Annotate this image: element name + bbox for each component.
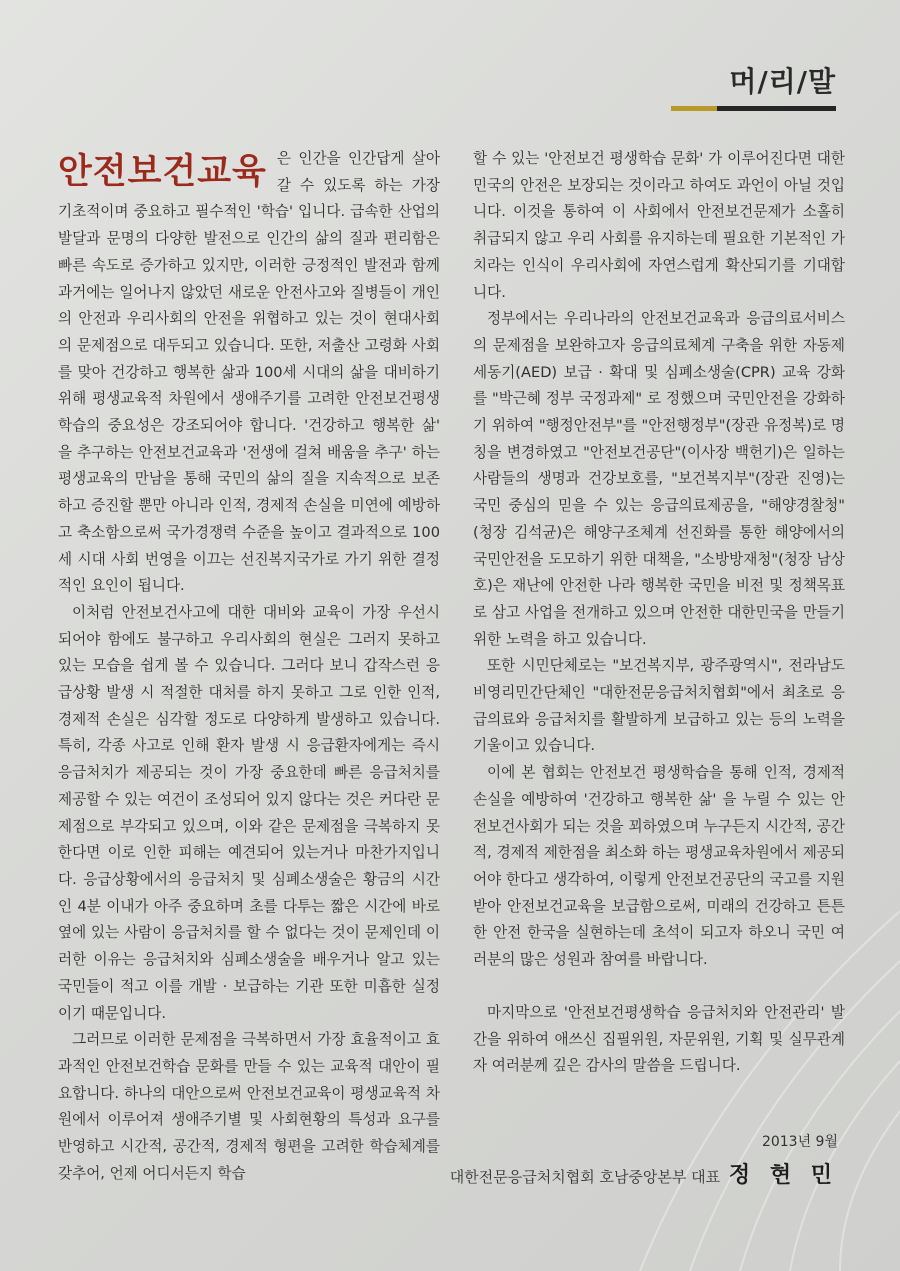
organization-name: 대한전문응급처치협회 호남중앙본부 대표 [449,1168,721,1186]
paragraph-text: 은 인간을 인간답게 살아갈 수 있도록 하는 가장 기초적이며 중요하고 필수적인 '학습' 입니다. 급속한 산업의 발달과 문명의 다양한 발전으로 인간의 삶의 질과 편리함은 빠른 속도로 증가하고 있지만, 이러한 긍정적인 발전과 함께 과거에는 일어나지 않았던 새로운 안전사고와 질병들이 개인의 안전과 우리사회의 안전을 위협하고 있는 것이 현대사회의 문제점으로 대두되고 있습니다. 또한, 저출산 고령화 사회를 맞아 건강하고 행복한 삶과 100세 시대의 삶을 대비하기 위해 평생교육적 차원에서 생애주기를 고려한 안전보건평생학습의 중요성은 강조되어야 합니다. '건강하고 행복한 삶' 을 추구하는 안전보건교육과 '전생에 걸쳐 배움을 추구' 하는 평생교육의 만남을 통해 국민의 삶의 질을 지속적으로 보존하고 증진할 뿐만 아니라 인적, 경제적 손실을 미연에 예방하고 축소함으로써 국가경쟁력 수준을 높이고 결과적으로 100세 시대 사회 번영을 이끄는 선진복지국가로 가기 위한 결정적인 요인이 됩니다. [58,150,440,595]
title-underline-bar [671,106,836,111]
section-title: 머/리/말 [729,65,836,98]
lead-word: 안전보건교육 [58,152,267,192]
section-header [636,62,836,102]
paragraph: 또한 시민단체로는 "보건복지부, 광주광역시", 전라남도 비영리민간단체인 "대한전문응급처치협회"에서 최초로 응급의료와 응급처치를 활발하게 보급하고 있는 등의 노력을 기울이고 있습니다. [473,657,845,755]
signature-line [450,1158,838,1189]
representative-name: 정 현 민 [728,1163,838,1188]
paragraph: 이에 본 협회는 안전보건 평생학습을 통해 인적, 경제적 손실을 예방하여 '건강하고 행복한 삶' 을 누릴 수 있는 안전보건사회가 되는 것을 꾀하였으며 누구든지 시간적, 공간적, 경제적 제한점을 최소화 하는 평생교육차원에서 제공되어야 한다고 생각하여, 이렇게 안전보건공단의 국고를 지원받아 안전보건교육을 보급함으로써, 미래의 건강하고 튼튼한 안전 한국을 실현하는데 초석이 되고자 하오니 국민 여러분의 많은 성원과 참여를 바랍니다. [473,764,845,969]
paragraph: 마지막으로 '안전보건평생학습 응급처치와 안전관리' 발간을 위하여 애쓰신 집필위원, 자문위원, 기획 및 실무관계자 여러분께 깊은 감사의 말씀을 드립니다. [473,1003,845,1075]
paragraph [58,146,440,600]
publication-date: 2013년 9월 [761,1134,838,1150]
paragraph: 이처럼 안전보건사고에 대한 대비와 교육이 가장 우선시 되어야 함에도 불구하고 우리사회의 현실은 그러지 못하고 있는 모습을 쉽게 볼 수 있습니다. 그러다 보니 갑작스런 응급상황 발생 시 적절한 대처를 하지 못하고 그로 인한 인적, 경제적 손실은 심각할 정도로 다양하게 발생하고 있습니다. 특히, 각종 사고로 인해 환자 발생 시 응급환자에게는 즉시 응급처치가 제공되는 것이 가장 중요한데 빠른 응급처치를 제공할 수 있는 여건이 조성되어 있지 않다는 것은 커다란 문제점으로 부각되고 있으며, 이와 같은 문제점을 극복하지 못한다면 이로 인한 피해는 예견되어 있는거나 마찬가지입니다. 응급상황에서의 응급처치 및 심폐소생술은 황금의 시간인 4분 이내가 아주 중요하며 초를 다투는 짧은 시간에 바로 옆에 있는 사람이 응급처치를 할 수 없다는 것이 문제인데 이러한 이유는 응급처치와 심폐소생술을 배우거나 알고 있는 국민들이 적고 이를 개발 · 보급하는 기관 또한 미흡한 실정이기 때문입니다. [58,603,440,1022]
paragraph: 정부에서는 우리나라의 안전보건교육과 응급의료서비스의 문제점을 보완하고자 응급의료체계 구축을 위한 자동제세동기(AED) 보급 · 확대 및 심폐소생술(CPR) 교육 강화를 "박근혜 정부 국정과제" 로 정했으며 국민안전을 강화하기 위하여 "행정안전부"를 "안전행정부"(장관 유정복)로 명칭을 변경하였고 "안전보건공단"(이사장 백헌기)은 일하는 사람들의 생명과 건강보호를, "보건복지부"(장관 진영)는 국민 중심의 믿을 수 있는 응급의료제공을, "해양경찰청"(청장 김석균)은 해양구조체계 선진화를 통한 해양에서의 국민안전을 도모하기 위한 대책을, "소방방재청"(청장 남상호)은 재난에 안전한 나라 행복한 국민을 비전 및 정책목표로 삼고 사업을 전개하고 있으며 안전한 대한민국을 만들기 위한 노력을 하고 있습니다. [473,310,845,648]
paragraph: 할 수 있는 '안전보건 평생학습 문화' 가 이루어진다면 대한민국의 안전은 보장되는 것이라고 하여도 과언이 아닐 것입니다. 이것을 통하여 이 사회에서 안전보건문제가 소홀히 취급되지 않고 우리 사회를 유지하는데 필요한 기본적인 가치라는 인식이 우리사회에 자연스럽게 확산되기를 기대합니다. [473,150,845,301]
left-column [58,146,440,1187]
paragraph: 그러므로 이러한 문제점을 극복하면서 가장 효율적이고 효과적인 안전보건학습 문화를 만들 수 있는 교육적 대안이 필요합니다. 하나의 대안으로써 안전보건교육이 평생교육적 차원에서 이루어져 생애주기별 및 사회현황의 특성과 요구를 반영하고 시간적, 공간적, 경제적 형편을 고려한 학습체계를 갖추어, 언제 어디서든지 학습 [58,1031,440,1182]
right-column [473,146,845,1080]
